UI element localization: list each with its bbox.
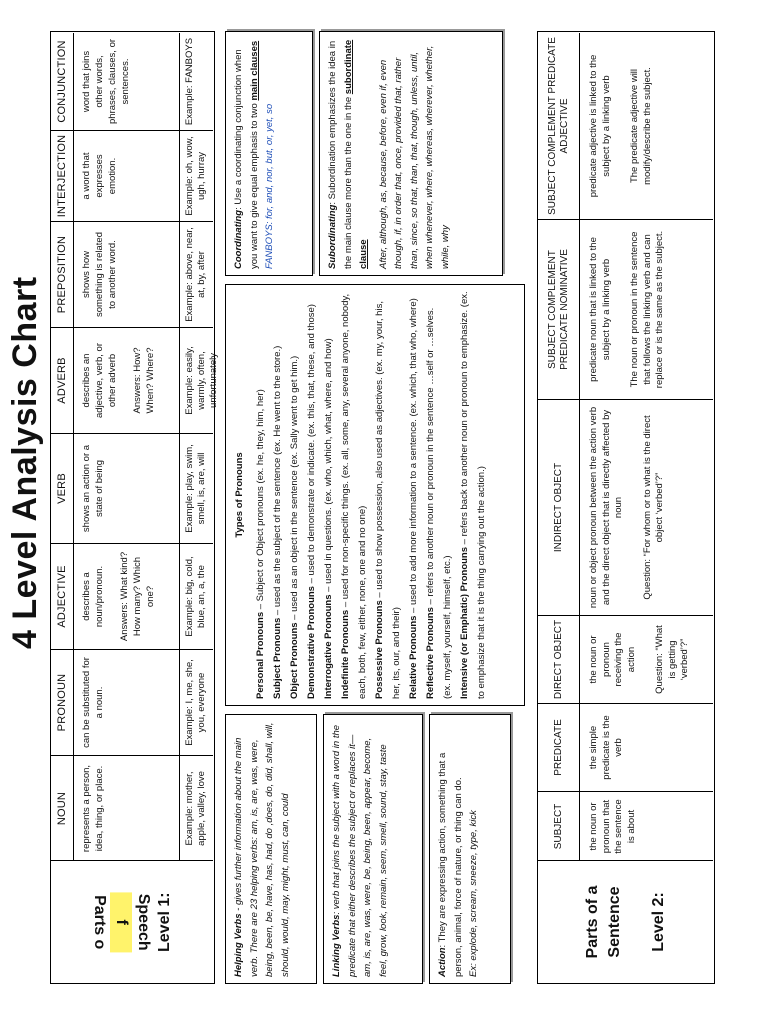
level2-label <box>538 860 713 983</box>
pos-pronoun <box>51 649 213 755</box>
pronoun-type-item: Intensive (or Emphatic) Pronouns – refers back to another noun or pronoun to emphasize. (ex. to emphasize that it is the thing carrying out the action.) <box>459 291 487 699</box>
pos-definition: a word that expresses emotion. <box>74 131 180 221</box>
level1-label-line2: Parts o f Speech <box>91 893 152 951</box>
sentence-part-subject <box>538 791 713 861</box>
helping-verbs-text: - gives further information about the main verb. There are 23 helping verbs: am, is, are, was, were, being, been, be, have, has, had, do ,does, do, did, shall, will, should, would, may, might, must, can, could <box>233 722 291 977</box>
sentence-part-def: noun or object pronoun between the action verb and the direct object that is directly affected by noun Question: “For whom or to what is the direct object ‘verbed’?” <box>588 406 665 609</box>
coordinating-box <box>225 31 313 276</box>
sentence-part-predicate-adjective <box>538 33 713 219</box>
pos-head: INTERJECTION <box>51 131 74 221</box>
pos-head: ADJECTIVE <box>51 544 74 649</box>
pos-example: Example: above, near, at, by, after <box>184 227 207 322</box>
pronoun-type-item: Personal Pronouns – Subject or Object pronouns (ex. he, they, him, her) <box>255 389 266 699</box>
pronoun-type-item: Demonstrative Pronouns – used to demonstrate or indicate. (ex. this, that, these, and those) <box>306 304 317 699</box>
pos-head: VERB <box>51 434 74 543</box>
pos-example: Example: I, me, she, you, everyone <box>184 659 207 746</box>
pos-head: PRONOUN <box>51 650 74 755</box>
pos-adjective <box>51 543 213 649</box>
sentence-part-head: SUBJECT COMPLEMENT PREDICATE ADJECTIVE <box>538 33 580 219</box>
main-clauses-link: main clauses <box>248 40 260 101</box>
pos-noun <box>51 755 213 861</box>
sentence-part-def: the simple predicate is the verb <box>588 715 624 780</box>
pronoun-type-item: Subject Pronouns – used as the subject of the sentence (ex. He went to the store.) <box>272 345 283 699</box>
subordinating-term: Subordinating <box>327 204 338 269</box>
pronoun-type-item: Possessive Pronouns – used to show possession, also used as adjectives. (ex. my, your, his, her, its, our, and their) <box>374 301 402 699</box>
sentence-part-indirect-object <box>538 399 713 615</box>
subordinating-text: : Subordination emphasizes the idea in the main clause more than the one in the <box>327 40 354 269</box>
pos-definition: word that joins other words, phrases, clauses, or sentences. <box>74 33 180 130</box>
subordinating-list: After, although, as, because, before, even if, even though, if, in order that, once, provided that, rather than, since, so that, than, that, though, unless, until, when whenever, where, whereas, wherever, whether, while, why <box>377 45 451 269</box>
pronoun-types-box <box>225 284 525 706</box>
sentence-part-head: SUBJECT COMPLEMENT PREDICATE NOMINATIVE <box>538 220 580 399</box>
pronoun-type-item: Relative Pronouns – used to add more information to a sentence. (ex. which, that who, where) <box>408 298 419 699</box>
pos-example: Example: oh, wow, ugh, hurray <box>184 136 207 216</box>
coordinating-term: Coordinating <box>233 209 244 269</box>
sentence-part-def: predicate adjective is linked to the subject by a linking verb The predicate adjective will modify/describe the subject. <box>588 54 653 198</box>
sentence-part-predicate-nominative <box>538 219 713 399</box>
pos-example: Example: mother, apple, valley, love <box>184 771 207 846</box>
subordinate-clause-link: subordinate clause <box>342 39 369 269</box>
pos-example: Example: big, cold, blue, an, a, the <box>184 556 207 637</box>
level1-label-line1: Level 1: <box>156 892 173 952</box>
sentence-part-head: DIRECT OBJECT <box>538 616 580 703</box>
sentence-part-def: the noun or pronoun receiving the action Question: “What is getting ‘verbed’?” <box>588 625 690 694</box>
linking-verbs-text: : verb that joins the subject with a word in the predicate that either describes the subject or replaces it—am, is, are, was, were, be, being, been, appear, become, feel, grow, look, remain, seem, smell, sound, stay, taste <box>331 724 389 977</box>
sentence-part-def: the noun or pronoun that the sentence is about <box>588 799 637 854</box>
level1-label <box>51 860 213 983</box>
action-verbs-box <box>429 714 511 984</box>
linking-verbs-box <box>323 714 423 984</box>
pos-definition: can be substituted for a noun. <box>74 650 180 755</box>
pos-definition: represents a person, idea, thing, or place. <box>74 756 180 861</box>
fanboys-list: FANBOYS: for, and, nor, but, or, yet, so <box>264 103 275 269</box>
page-title: 4 Level Analysis Chart <box>6 276 44 649</box>
coordinating-text: : Use a coordinating conjunction when you want to give equal emphasis to two <box>233 49 260 269</box>
pos-conjunction <box>51 33 213 130</box>
level1-table <box>50 31 219 984</box>
pos-head: PREPOSITION <box>51 222 74 327</box>
pronoun-type-item: Reflective Pronouns – refers to another noun or pronoun in the sentence …self or …selves. (ex. myself, yourself, himself, etc.) <box>425 307 453 699</box>
pos-preposition <box>51 221 213 327</box>
linking-verbs-term: Linking Verbs <box>331 914 342 977</box>
pos-head: NOUN <box>51 756 74 861</box>
sentence-part-predicate <box>538 703 713 791</box>
sentence-part-direct-object <box>538 615 713 703</box>
pos-example: Example: FANBOYS <box>184 37 195 126</box>
pos-definition: describes a noun/pronoun. Answers: What kind? How many? Which one? <box>74 544 180 649</box>
pronoun-type-item: Interrogative Pronouns – used in questions. (ex. who, which, what, where, and how) <box>323 338 334 699</box>
pos-definition: describes an adjective, verb, or other adverb Answers: How? When? Where? <box>74 328 180 433</box>
pos-head: CONJUNCTION <box>51 33 74 130</box>
pos-definition: shows how something is related to another word. <box>74 222 180 327</box>
action-verbs-text: : They are expressing action, something that a person, animal, force of nature, or thing can do. <box>437 752 464 977</box>
pos-head: ADVERB <box>51 328 74 433</box>
pos-definition: shows an action or a state of being <box>74 434 180 543</box>
pronoun-types-heading: Types of Pronouns <box>234 452 245 538</box>
helping-verbs-box <box>225 714 317 984</box>
level2-label-line1: Level 2: <box>649 892 667 952</box>
sentence-part-head: PREDICATE <box>538 704 580 791</box>
pos-example: Example: easily, warmly, often, unfortunately <box>184 346 219 415</box>
helping-verbs-term: Helping Verbs <box>233 913 244 977</box>
pronoun-type-item: Indefinite Pronouns – used for non-specific things. (ex. all, some, any, several anyone, nobody, each, both, few, either, none, one and no one) <box>340 293 368 699</box>
action-verbs-term: Action <box>437 947 448 977</box>
pos-example: Example: play, swim, smell, is, are, will <box>184 444 207 533</box>
pos-verb <box>51 433 213 543</box>
subordinating-box <box>319 31 503 276</box>
sentence-part-def: predicate noun that is linked to the subject by a linking verb The noun or pronoun in the sentence that follows the linking verb and can replace or is the same as the subject. <box>588 230 665 389</box>
pos-adverb <box>51 327 219 433</box>
level2-table <box>537 31 715 984</box>
pronoun-type-item: Object Pronouns – used as an object in the sentence (ex. Sally went to get him.) <box>289 355 300 699</box>
sentence-part-head: SUBJECT <box>538 792 580 861</box>
pos-interjection <box>51 130 213 221</box>
action-verbs-example: Ex: explode, scream, sneeze, type, kick <box>468 810 479 977</box>
sentence-part-head: INDIRECT OBJECT <box>538 400 580 615</box>
level2-label-line2: Parts of a Sentence <box>583 885 623 959</box>
